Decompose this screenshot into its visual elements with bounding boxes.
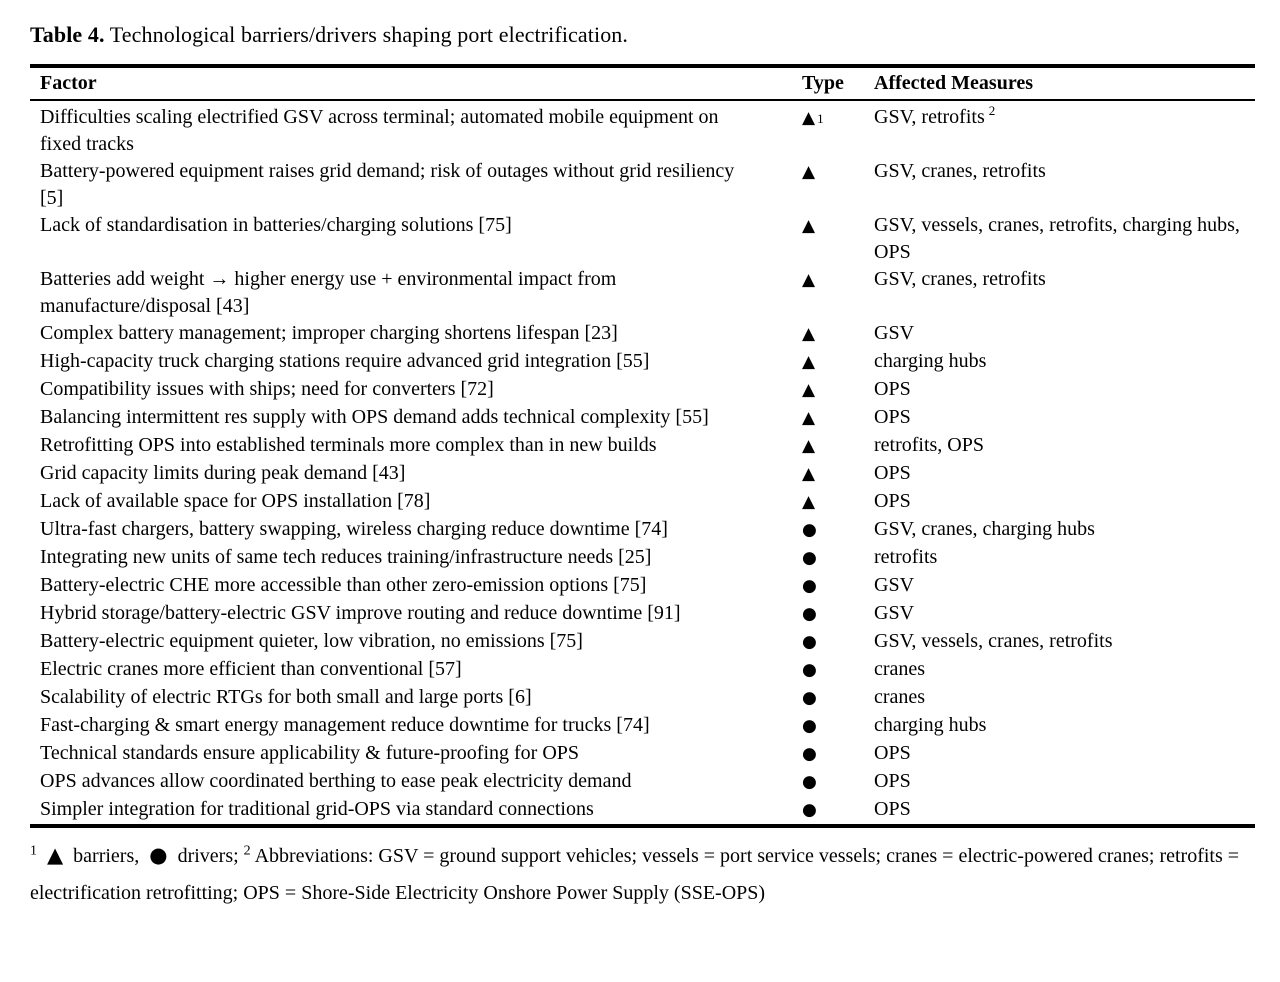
barrier-triangle-icon: ▲: [802, 492, 816, 512]
footnote-marker: 1: [817, 111, 824, 126]
type-cell: [780, 796, 858, 826]
table-row: [30, 460, 1255, 488]
type-cell: [780, 488, 858, 516]
footnote-driver-label: drivers;: [177, 845, 239, 867]
type-cell: [780, 404, 858, 432]
barriers-drivers-table: [30, 64, 1255, 828]
factor-cell: Simpler integration for traditional grid-OPS via standard connections: [40, 798, 594, 820]
table-row: [30, 158, 1255, 212]
driver-circle-icon: ●: [802, 772, 817, 792]
table-row: [30, 432, 1255, 460]
measures-cell: charging hubs: [874, 350, 987, 372]
measures-cell: GSV: [874, 602, 915, 624]
driver-circle-icon: ●: [802, 632, 817, 652]
table-row: [30, 768, 1255, 796]
type-cell: [780, 712, 858, 740]
factor-cell: Integrating new units of same tech reduces training/infrastructure needs [25]: [40, 546, 652, 568]
table-caption-label: Table 4.: [30, 22, 105, 47]
footnote-barrier-label: barriers,: [73, 845, 140, 867]
driver-circle-icon: ●: [802, 520, 817, 540]
type-cell: [780, 544, 858, 572]
driver-circle-icon: ●: [802, 604, 817, 624]
type-cell: [780, 600, 858, 628]
factor-cell: Retrofitting OPS into established terminals more complex than in new builds: [40, 434, 657, 456]
measures-cell: cranes: [874, 686, 926, 708]
table-row: [30, 100, 1255, 158]
measures-cell: OPS: [874, 490, 911, 512]
table-row: [30, 544, 1255, 572]
barrier-triangle-icon: ▲: [47, 843, 64, 867]
footnote-marker-1: 1: [30, 843, 37, 859]
barrier-triangle-icon: ▲: [802, 162, 816, 182]
factor-cell: Balancing intermittent res supply with OPS demand adds technical complexity [55]: [40, 406, 709, 428]
column-header-affected-measures: Affected Measures: [858, 66, 1255, 100]
table-row: [30, 266, 1255, 320]
measures-cell: cranes: [874, 658, 926, 680]
type-cell: [780, 684, 858, 712]
factor-cell: Ultra-fast chargers, battery swapping, wireless charging reduce downtime [74]: [40, 518, 668, 540]
factor-cell: Grid capacity limits during peak demand [43]: [40, 462, 406, 484]
type-cell: [780, 376, 858, 404]
type-cell: [780, 460, 858, 488]
table-row: [30, 628, 1255, 656]
measures-cell: GSV, cranes, retrofits: [874, 268, 1046, 290]
driver-circle-icon: ●: [802, 688, 817, 708]
table-row: [30, 376, 1255, 404]
barrier-triangle-icon: ▲: [802, 352, 816, 372]
measures-cell: OPS: [874, 462, 911, 484]
factor-cell: High-capacity truck charging stations require advanced grid integration [55]: [40, 350, 650, 372]
driver-circle-icon: ●: [802, 548, 817, 568]
measures-cell: GSV, vessels, cranes, retrofits: [874, 630, 1113, 652]
table-row: [30, 320, 1255, 348]
table-caption-text: Technological barriers/drivers shaping port electrification.: [109, 22, 628, 47]
factor-cell: Fast-charging & smart energy management reduce downtime for trucks [74]: [40, 714, 650, 736]
factor-cell: Complex battery management; improper charging shortens lifespan [23]: [40, 322, 618, 344]
factor-cell: Compatibility issues with ships; need for converters [72]: [40, 378, 494, 400]
table-row: [30, 684, 1255, 712]
table-row: [30, 516, 1255, 544]
driver-circle-icon: ●: [802, 660, 817, 680]
table-row: [30, 740, 1255, 768]
factor-cell: Battery-electric equipment quieter, low vibration, no emissions [75]: [40, 630, 583, 652]
table-row: [30, 212, 1255, 266]
table-row: [30, 656, 1255, 684]
driver-circle-icon: ●: [149, 843, 168, 867]
type-cell: [780, 266, 858, 320]
measures-cell: GSV: [874, 322, 915, 344]
table-header-row: [30, 66, 1255, 100]
factor-cell: Technical standards ensure applicability & future-proofing for OPS: [40, 742, 580, 764]
footnote-marker-2: 2: [243, 843, 251, 859]
measures-cell: GSV, cranes, retrofits: [874, 160, 1046, 182]
measures-cell: charging hubs: [874, 714, 987, 736]
driver-circle-icon: ●: [802, 744, 817, 764]
measures-cell: GSV, cranes, charging hubs: [874, 518, 1095, 540]
footnote-abbreviations: Abbreviations: GSV = ground support vehicles; vessels = port service vessels; cranes = electric-powered cranes; retrofits = electrification retrofitting; OPS = Shore-Side Electricity Onshore Power Supply (SSE-OPS): [30, 845, 1240, 904]
measures-cell: GSV, vessels, cranes, retrofits, charging hubs, OPS: [874, 214, 1240, 263]
measures-cell: OPS: [874, 742, 911, 764]
footnote-marker: 2: [988, 103, 996, 119]
table-row: [30, 712, 1255, 740]
type-cell: [780, 572, 858, 600]
barrier-triangle-icon: ▲: [802, 324, 816, 344]
table-row: [30, 796, 1255, 826]
barrier-triangle-icon: ▲: [802, 216, 816, 236]
type-cell: [780, 100, 858, 158]
barrier-triangle-icon: ▲: [802, 408, 816, 428]
factor-cell: Lack of standardisation in batteries/charging solutions [75]: [40, 214, 512, 236]
factor-cell: Scalability of electric RTGs for both small and large ports [6]: [40, 686, 532, 708]
factor-cell: Batteries add weight → higher energy use + environmental impact from manufacture/disposal [43]: [40, 268, 617, 317]
type-cell: [780, 516, 858, 544]
column-header-factor: Factor: [30, 66, 780, 100]
measures-cell: retrofits, OPS: [874, 434, 984, 456]
barrier-triangle-icon: ▲: [802, 464, 816, 484]
type-cell: [780, 320, 858, 348]
type-cell: [780, 212, 858, 266]
factor-cell: Electric cranes more efficient than conventional [57]: [40, 658, 462, 680]
factor-cell: OPS advances allow coordinated berthing to ease peak electricity demand: [40, 770, 632, 792]
type-cell: [780, 158, 858, 212]
measures-cell: GSV, retrofits $^2$: [874, 103, 996, 128]
measures-cell: OPS: [874, 770, 911, 792]
table-row: [30, 600, 1255, 628]
measures-cell: OPS: [874, 378, 911, 400]
type-cell: [780, 656, 858, 684]
table-row: [30, 488, 1255, 516]
factor-cell: Battery-powered equipment raises grid demand; risk of outages without grid resiliency [5]: [40, 160, 735, 209]
driver-circle-icon: ●: [802, 800, 817, 820]
measures-cell: GSV: [874, 574, 915, 596]
measures-cell: OPS: [874, 798, 911, 820]
factor-cell: Difficulties scaling electrified GSV across terminal; automated mobile equipment on fixed tracks: [40, 106, 719, 155]
type-cell: [780, 628, 858, 656]
table-header: [30, 66, 1255, 100]
table-caption: [30, 22, 1255, 48]
table-footnote: [30, 837, 1255, 912]
table-row: [30, 348, 1255, 376]
table-row: [30, 572, 1255, 600]
type-cell: [780, 740, 858, 768]
type-cell: [780, 768, 858, 796]
measures-cell: OPS: [874, 406, 911, 428]
barrier-triangle-icon: ▲: [802, 270, 816, 290]
table-body: [30, 100, 1255, 826]
factor-cell: Hybrid storage/battery-electric GSV improve routing and reduce downtime [91]: [40, 602, 681, 624]
barrier-triangle-icon: ▲: [802, 436, 816, 456]
driver-circle-icon: ●: [802, 716, 817, 736]
barrier-triangle-icon: ▲: [802, 380, 816, 400]
barrier-triangle-icon: ▲: [802, 108, 816, 128]
type-cell: [780, 432, 858, 460]
driver-circle-icon: ●: [802, 576, 817, 596]
column-header-type: Type: [780, 66, 858, 100]
factor-cell: Battery-electric CHE more accessible than other zero-emission options [75]: [40, 574, 647, 596]
factor-cell: Lack of available space for OPS installation [78]: [40, 490, 431, 512]
type-cell: [780, 348, 858, 376]
measures-cell: retrofits: [874, 546, 938, 568]
table-row: [30, 404, 1255, 432]
